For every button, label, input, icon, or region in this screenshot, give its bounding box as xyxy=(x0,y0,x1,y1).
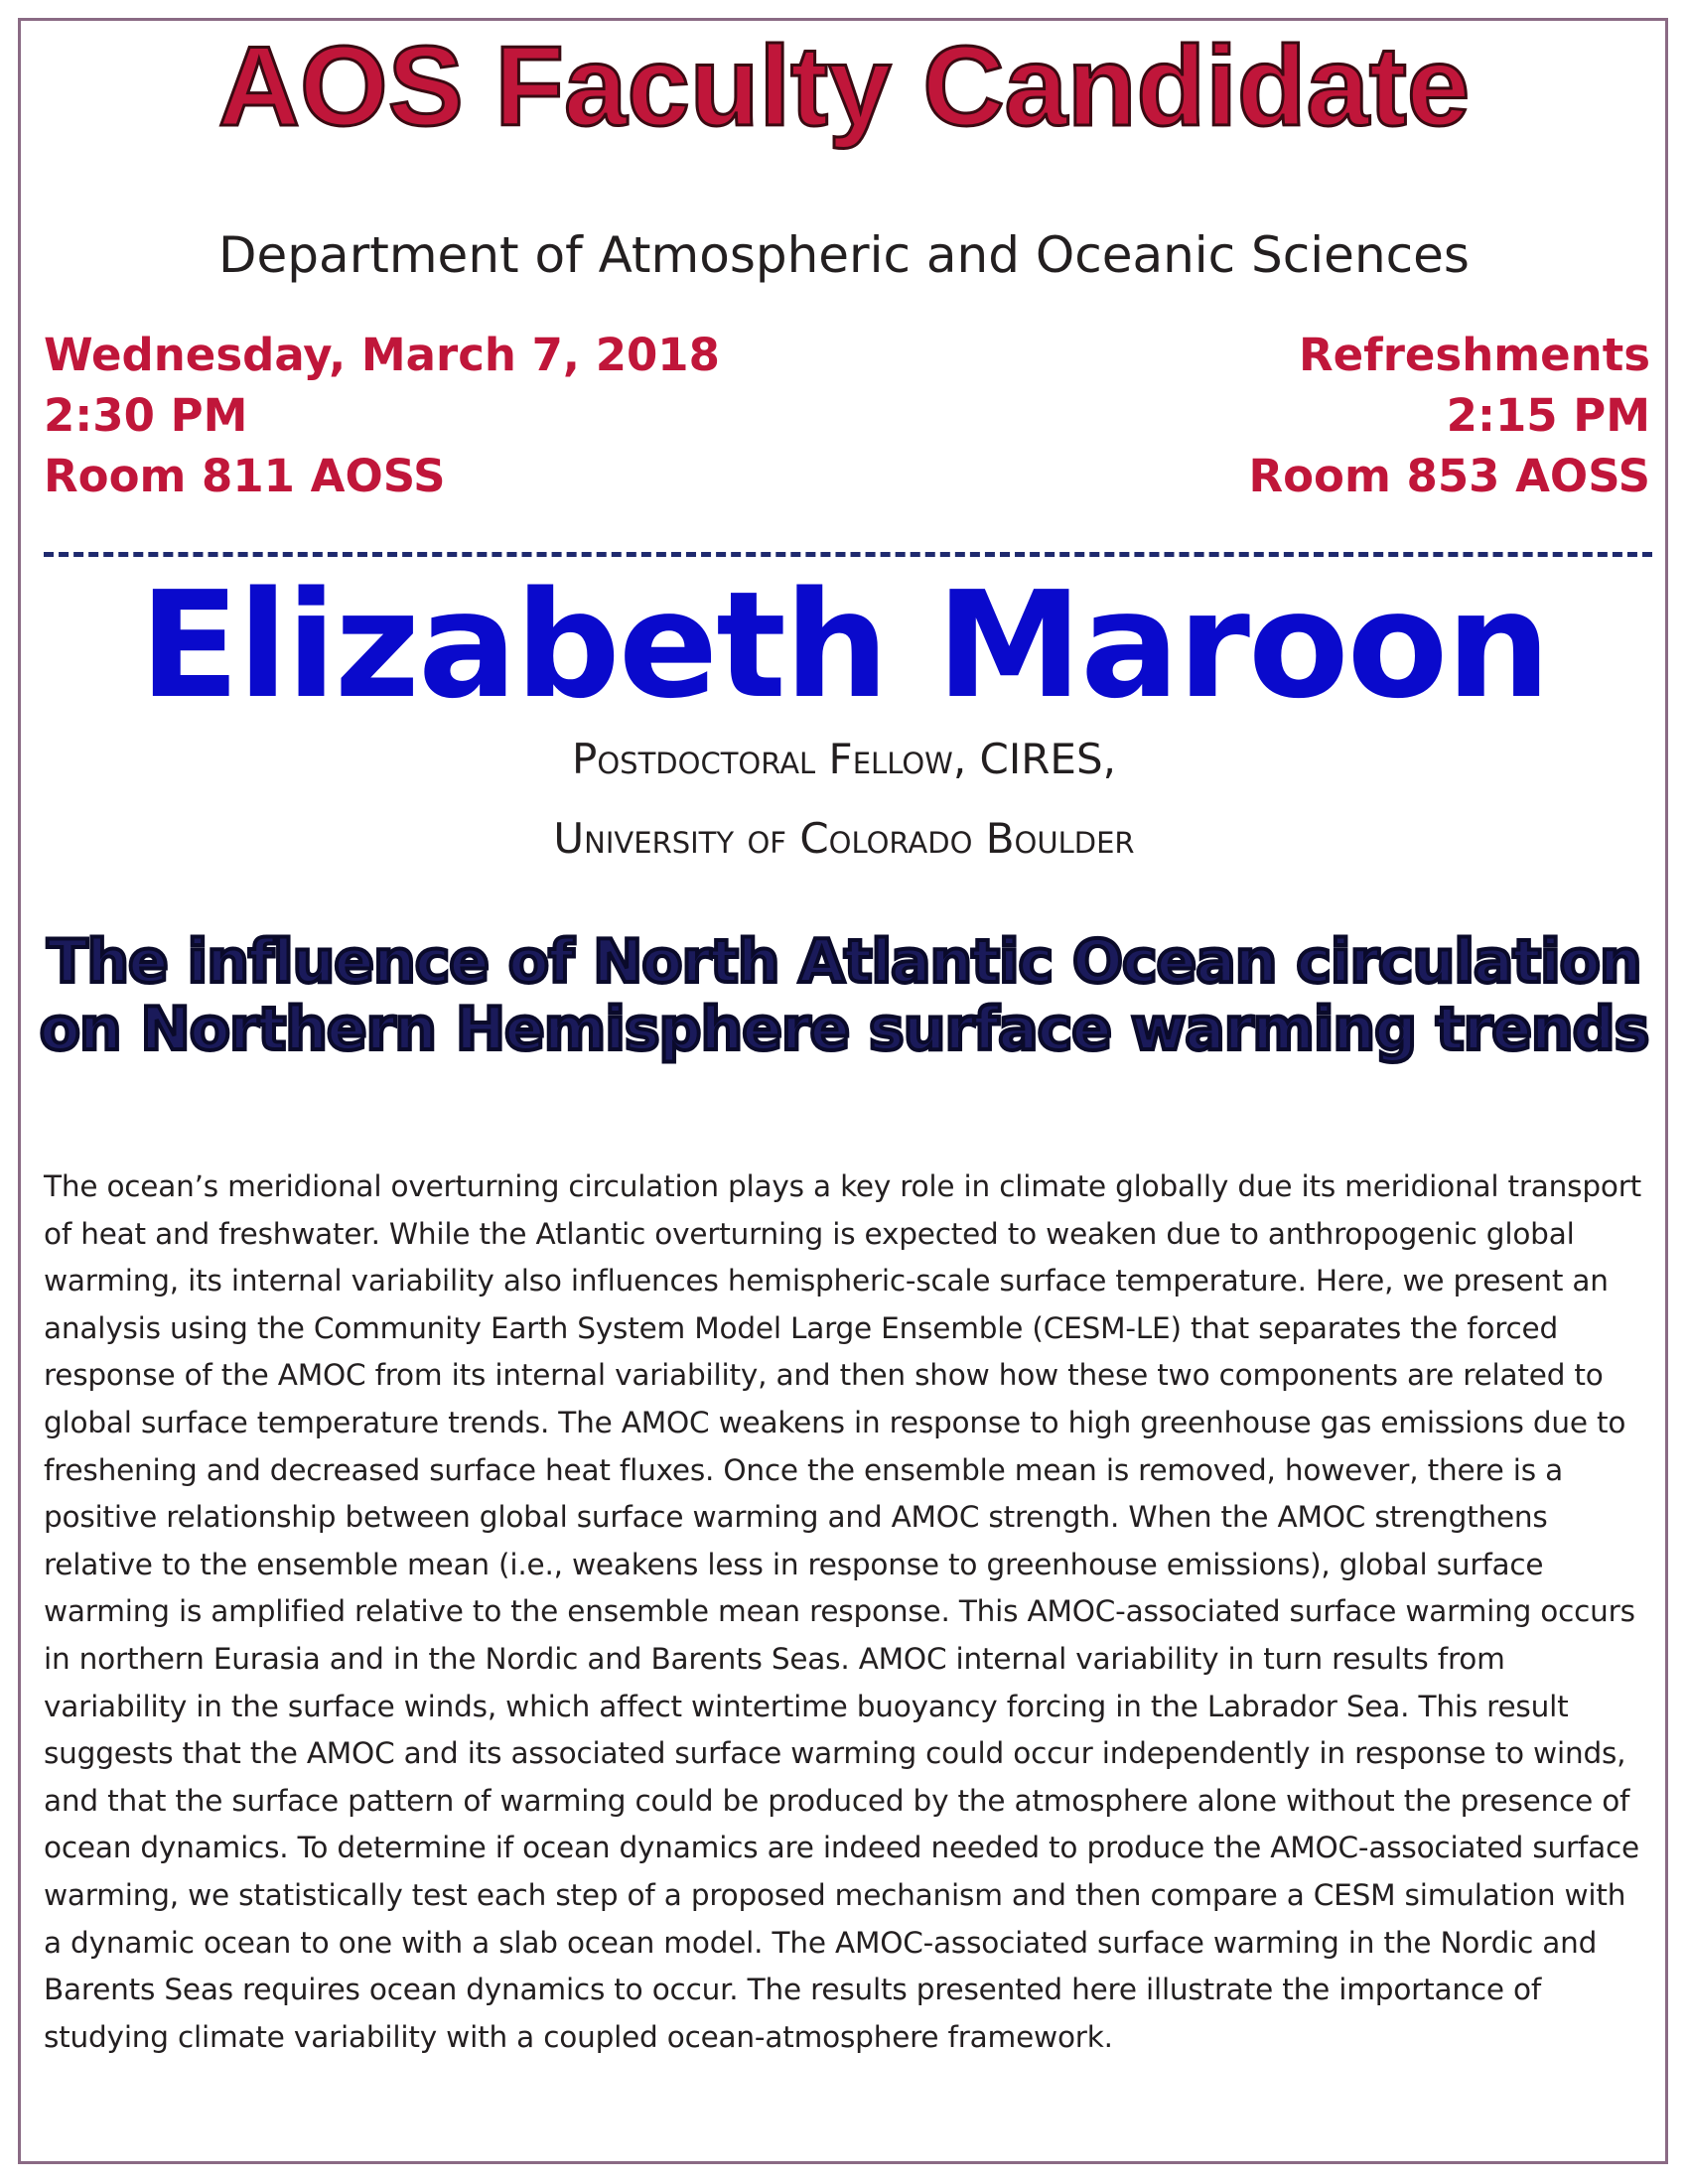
seminar-date: Wednesday, March 7, 2018 xyxy=(44,329,720,381)
seminar-time: 2:30 PM xyxy=(44,389,248,442)
talk-title: The influence of North Atlantic Ocean circulation on Northern Hemisphere surface warming trends xyxy=(39,927,1649,1064)
refreshments-details xyxy=(1248,325,1650,506)
seminar-details xyxy=(44,325,720,506)
dashed-divider xyxy=(44,552,1652,557)
poster-headline: AOS Faculty Candidate xyxy=(217,24,1471,150)
talk-abstract: The ocean’s meridional overturning circulation plays a key role in climate globally due its meridional transport of heat and freshwater. While the Atlantic overturning is expected to weaken due to anthropogenic global warming, its internal variability also influences hemispheric-scale surface temperature. Here, we present an analysis using the Community Earth System Model Large Ensemble (CESM-LE) that separates the forced response of the AMOC from its internal variability, and then show how these two components are related to global surface temperature trends. The AMOC weakens in response to high greenhouse gas emissions due to freshening and decreased surface heat fluxes. Once the ensemble mean is removed, however, there is a positive relationship between global surface warming and AMOC strength. When the AMOC strengthens relative to the ensemble mean (i.e., weakens less in response to greenhouse emissions), global surface warming is amplified relative to the ensemble mean response. This AMOC-associated surface warming occurs in northern Eurasia and in the Nordic and Barents Seas. AMOC internal variability in turn results from variability in the surface winds, which affect wintertime buoyancy forcing in the Labrador Sea. This result suggests that the AMOC and its associated surface warming could occur independently in response to winds, and that the surface pattern of warming could be produced by the atmosphere alone without the presence of ocean dynamics. To determine if ocean dynamics are indeed needed to produce the AMOC-associated surface warming, we statistically test each step of a proposed mechanism and then compare a CESM simulation with a dynamic ocean to one with a slab ocean model. The AMOC-associated surface warming in the Nordic and Barents Seas requires ocean dynamics to occur. The results presented here illustrate the importance of studying climate variability with a coupled ocean-atmosphere framework. xyxy=(44,1169,1642,2054)
speaker-position: Postdoctoral Fellow, CIRES, xyxy=(572,735,1116,783)
refreshments-time: 2:15 PM xyxy=(1446,389,1650,442)
speaker-name: Elizabeth Maroon xyxy=(139,560,1549,731)
seminar-room: Room 811 AOSS xyxy=(44,450,446,502)
refreshments-label: Refreshments xyxy=(1298,329,1650,381)
speaker-institution: University of Colorado Boulder xyxy=(553,814,1135,863)
department-name: Department of Atmospheric and Oceanic Sciences xyxy=(218,226,1470,284)
refreshments-room: Room 853 AOSS xyxy=(1248,450,1650,502)
